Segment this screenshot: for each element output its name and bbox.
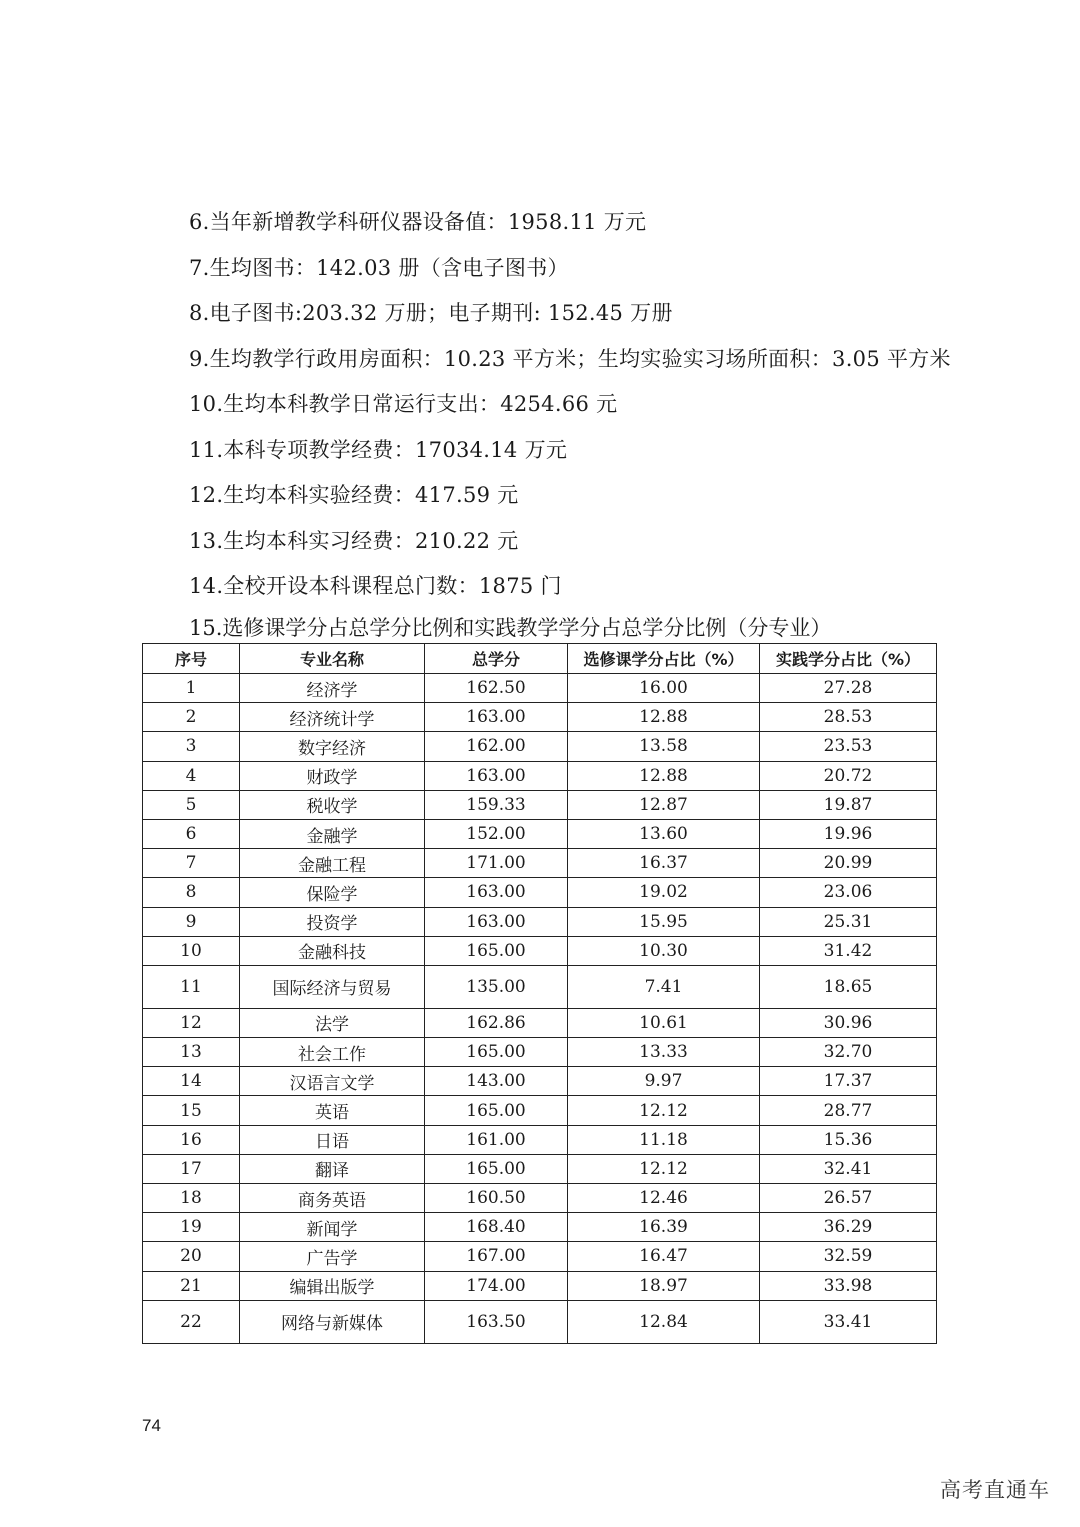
cell-index: 7 (143, 849, 240, 878)
cell-total-credits: 163.00 (425, 761, 568, 790)
cell-total-credits: 174.00 (425, 1271, 568, 1300)
table-body (143, 674, 937, 1344)
cell-major: 经济统计学 (240, 703, 425, 732)
credits-table (142, 643, 937, 1344)
cell-major: 日语 (240, 1125, 425, 1154)
statistics-list (189, 200, 951, 610)
table-row (143, 1125, 937, 1154)
table-row (143, 790, 937, 819)
watermark: 高考直通车 (940, 1478, 1050, 1502)
cell-total-credits: 163.00 (425, 907, 568, 936)
cell-practice-ratio: 32.41 (760, 1154, 937, 1183)
cell-index: 11 (143, 965, 240, 1008)
cell-elective-ratio: 13.60 (568, 819, 760, 848)
cell-elective-ratio: 19.02 (568, 878, 760, 907)
cell-index: 8 (143, 878, 240, 907)
cell-index: 10 (143, 936, 240, 965)
cell-elective-ratio: 11.18 (568, 1125, 760, 1154)
cell-elective-ratio: 12.87 (568, 790, 760, 819)
cell-index: 2 (143, 703, 240, 732)
cell-total-credits: 163.00 (425, 878, 568, 907)
cell-index: 1 (143, 674, 240, 703)
cell-index: 16 (143, 1125, 240, 1154)
list-item: 14.全校开设本科课程总门数：1875 门 (189, 574, 562, 598)
page-number: 74 (142, 1416, 161, 1435)
cell-index: 21 (143, 1271, 240, 1300)
table-row (143, 1300, 937, 1343)
cell-elective-ratio: 16.37 (568, 849, 760, 878)
table-caption: 15.选修课学分占总学分比例和实践教学学分占总学分比例（分专业） (189, 616, 832, 640)
cell-elective-ratio: 16.00 (568, 674, 760, 703)
cell-elective-ratio: 13.33 (568, 1038, 760, 1067)
cell-major: 商务英语 (240, 1184, 425, 1213)
cell-practice-ratio: 28.53 (760, 703, 937, 732)
cell-index: 15 (143, 1096, 240, 1125)
table-row (143, 1184, 937, 1213)
table-row (143, 1242, 937, 1271)
cell-total-credits: 171.00 (425, 849, 568, 878)
cell-total-credits: 163.00 (425, 703, 568, 732)
cell-total-credits: 162.00 (425, 732, 568, 761)
cell-total-credits: 165.00 (425, 1154, 568, 1183)
table-row (143, 703, 937, 732)
cell-index: 6 (143, 819, 240, 848)
cell-index: 20 (143, 1242, 240, 1271)
cell-practice-ratio: 32.70 (760, 1038, 937, 1067)
cell-practice-ratio: 19.87 (760, 790, 937, 819)
table-row (143, 1008, 937, 1037)
table-row (143, 761, 937, 790)
cell-major: 保险学 (240, 878, 425, 907)
list-item: 12.生均本科实验经费：417.59 元 (189, 483, 519, 507)
cell-elective-ratio: 7.41 (568, 965, 760, 1008)
cell-elective-ratio: 12.88 (568, 703, 760, 732)
cell-major: 金融工程 (240, 849, 425, 878)
cell-index: 19 (143, 1213, 240, 1242)
table-row (143, 1213, 937, 1242)
list-item: 6.当年新增教学科研仪器设备值：1958.11 万元 (189, 210, 647, 234)
cell-major: 数字经济 (240, 732, 425, 761)
table-header-row (143, 644, 937, 674)
table-row (143, 936, 937, 965)
header-practice-ratio: 实践学分占比（%） (760, 644, 937, 674)
cell-major: 财政学 (240, 761, 425, 790)
cell-index: 9 (143, 907, 240, 936)
cell-total-credits: 168.40 (425, 1213, 568, 1242)
list-item: 9.生均教学行政用房面积：10.23 平方米；生均实验实习场所面积：3.05 平方米 (189, 346, 951, 371)
cell-elective-ratio: 12.12 (568, 1154, 760, 1183)
cell-total-credits: 160.50 (425, 1184, 568, 1213)
cell-elective-ratio: 12.12 (568, 1096, 760, 1125)
cell-major: 翻译 (240, 1154, 425, 1183)
header-index: 序号 (143, 644, 240, 674)
cell-total-credits: 163.50 (425, 1300, 568, 1343)
table-row (143, 1271, 937, 1300)
cell-elective-ratio: 15.95 (568, 907, 760, 936)
cell-major: 广告学 (240, 1242, 425, 1271)
cell-elective-ratio: 10.61 (568, 1008, 760, 1037)
cell-major: 英语 (240, 1096, 425, 1125)
cell-index: 22 (143, 1300, 240, 1343)
cell-total-credits: 143.00 (425, 1067, 568, 1096)
cell-practice-ratio: 15.36 (760, 1125, 937, 1154)
cell-practice-ratio: 17.37 (760, 1067, 937, 1096)
cell-elective-ratio: 9.97 (568, 1067, 760, 1096)
cell-elective-ratio: 12.88 (568, 761, 760, 790)
cell-major: 社会工作 (240, 1038, 425, 1067)
cell-index: 17 (143, 1154, 240, 1183)
cell-practice-ratio: 28.77 (760, 1096, 937, 1125)
cell-index: 3 (143, 732, 240, 761)
cell-practice-ratio: 25.31 (760, 907, 937, 936)
cell-practice-ratio: 20.72 (760, 761, 937, 790)
cell-elective-ratio: 13.58 (568, 732, 760, 761)
cell-practice-ratio: 18.65 (760, 965, 937, 1008)
table-row (143, 1067, 937, 1096)
table-row (143, 878, 937, 907)
cell-practice-ratio: 36.29 (760, 1213, 937, 1242)
list-item: 8.电子图书:203.32 万册；电子期刊: 152.45 万册 (189, 301, 673, 325)
table-row (143, 732, 937, 761)
cell-elective-ratio: 18.97 (568, 1271, 760, 1300)
cell-practice-ratio: 31.42 (760, 936, 937, 965)
cell-practice-ratio: 19.96 (760, 819, 937, 848)
cell-total-credits: 165.00 (425, 1096, 568, 1125)
cell-practice-ratio: 33.98 (760, 1271, 937, 1300)
cell-total-credits: 167.00 (425, 1242, 568, 1271)
cell-practice-ratio: 20.99 (760, 849, 937, 878)
cell-elective-ratio: 10.30 (568, 936, 760, 965)
cell-total-credits: 165.00 (425, 936, 568, 965)
list-item: 10.生均本科教学日常运行支出：4254.66 元 (189, 392, 618, 416)
cell-total-credits: 162.86 (425, 1008, 568, 1037)
cell-practice-ratio: 26.57 (760, 1184, 937, 1213)
cell-practice-ratio: 30.96 (760, 1008, 937, 1037)
cell-total-credits: 152.00 (425, 819, 568, 848)
cell-practice-ratio: 27.28 (760, 674, 937, 703)
cell-major: 新闻学 (240, 1213, 425, 1242)
cell-major: 国际经济与贸易 (240, 965, 425, 1008)
cell-index: 12 (143, 1008, 240, 1037)
cell-elective-ratio: 16.47 (568, 1242, 760, 1271)
table-row (143, 1154, 937, 1183)
cell-major: 投资学 (240, 907, 425, 936)
table-row (143, 907, 937, 936)
cell-major: 法学 (240, 1008, 425, 1037)
cell-index: 13 (143, 1038, 240, 1067)
cell-total-credits: 159.33 (425, 790, 568, 819)
cell-total-credits: 135.00 (425, 965, 568, 1008)
table-row (143, 674, 937, 703)
table-row (143, 1096, 937, 1125)
header-major: 专业名称 (240, 644, 425, 674)
cell-practice-ratio: 23.53 (760, 732, 937, 761)
cell-index: 18 (143, 1184, 240, 1213)
cell-total-credits: 165.00 (425, 1038, 568, 1067)
table-row (143, 819, 937, 848)
cell-elective-ratio: 12.46 (568, 1184, 760, 1213)
cell-major: 经济学 (240, 674, 425, 703)
cell-elective-ratio: 12.84 (568, 1300, 760, 1343)
list-item: 13.生均本科实习经费：210.22 元 (189, 528, 519, 553)
cell-total-credits: 162.50 (425, 674, 568, 703)
table-row (143, 849, 937, 878)
list-item: 7.生均图书：142.03 册（含电子图书） (189, 255, 569, 280)
cell-index: 14 (143, 1067, 240, 1096)
cell-practice-ratio: 23.06 (760, 878, 937, 907)
header-elective-ratio: 选修课学分占比（%） (568, 644, 760, 674)
header-total-credits: 总学分 (425, 644, 568, 674)
cell-practice-ratio: 32.59 (760, 1242, 937, 1271)
cell-index: 5 (143, 790, 240, 819)
cell-elective-ratio: 16.39 (568, 1213, 760, 1242)
cell-index: 4 (143, 761, 240, 790)
cell-major: 金融科技 (240, 936, 425, 965)
cell-major: 编辑出版学 (240, 1271, 425, 1300)
list-item: 11.本科专项教学经费：17034.14 万元 (189, 437, 568, 462)
cell-major: 金融学 (240, 819, 425, 848)
table-row (143, 965, 937, 1008)
cell-major: 汉语言文学 (240, 1067, 425, 1096)
cell-major: 税收学 (240, 790, 425, 819)
cell-major: 网络与新媒体 (240, 1300, 425, 1343)
table-row (143, 1038, 937, 1067)
cell-practice-ratio: 33.41 (760, 1300, 937, 1343)
cell-total-credits: 161.00 (425, 1125, 568, 1154)
